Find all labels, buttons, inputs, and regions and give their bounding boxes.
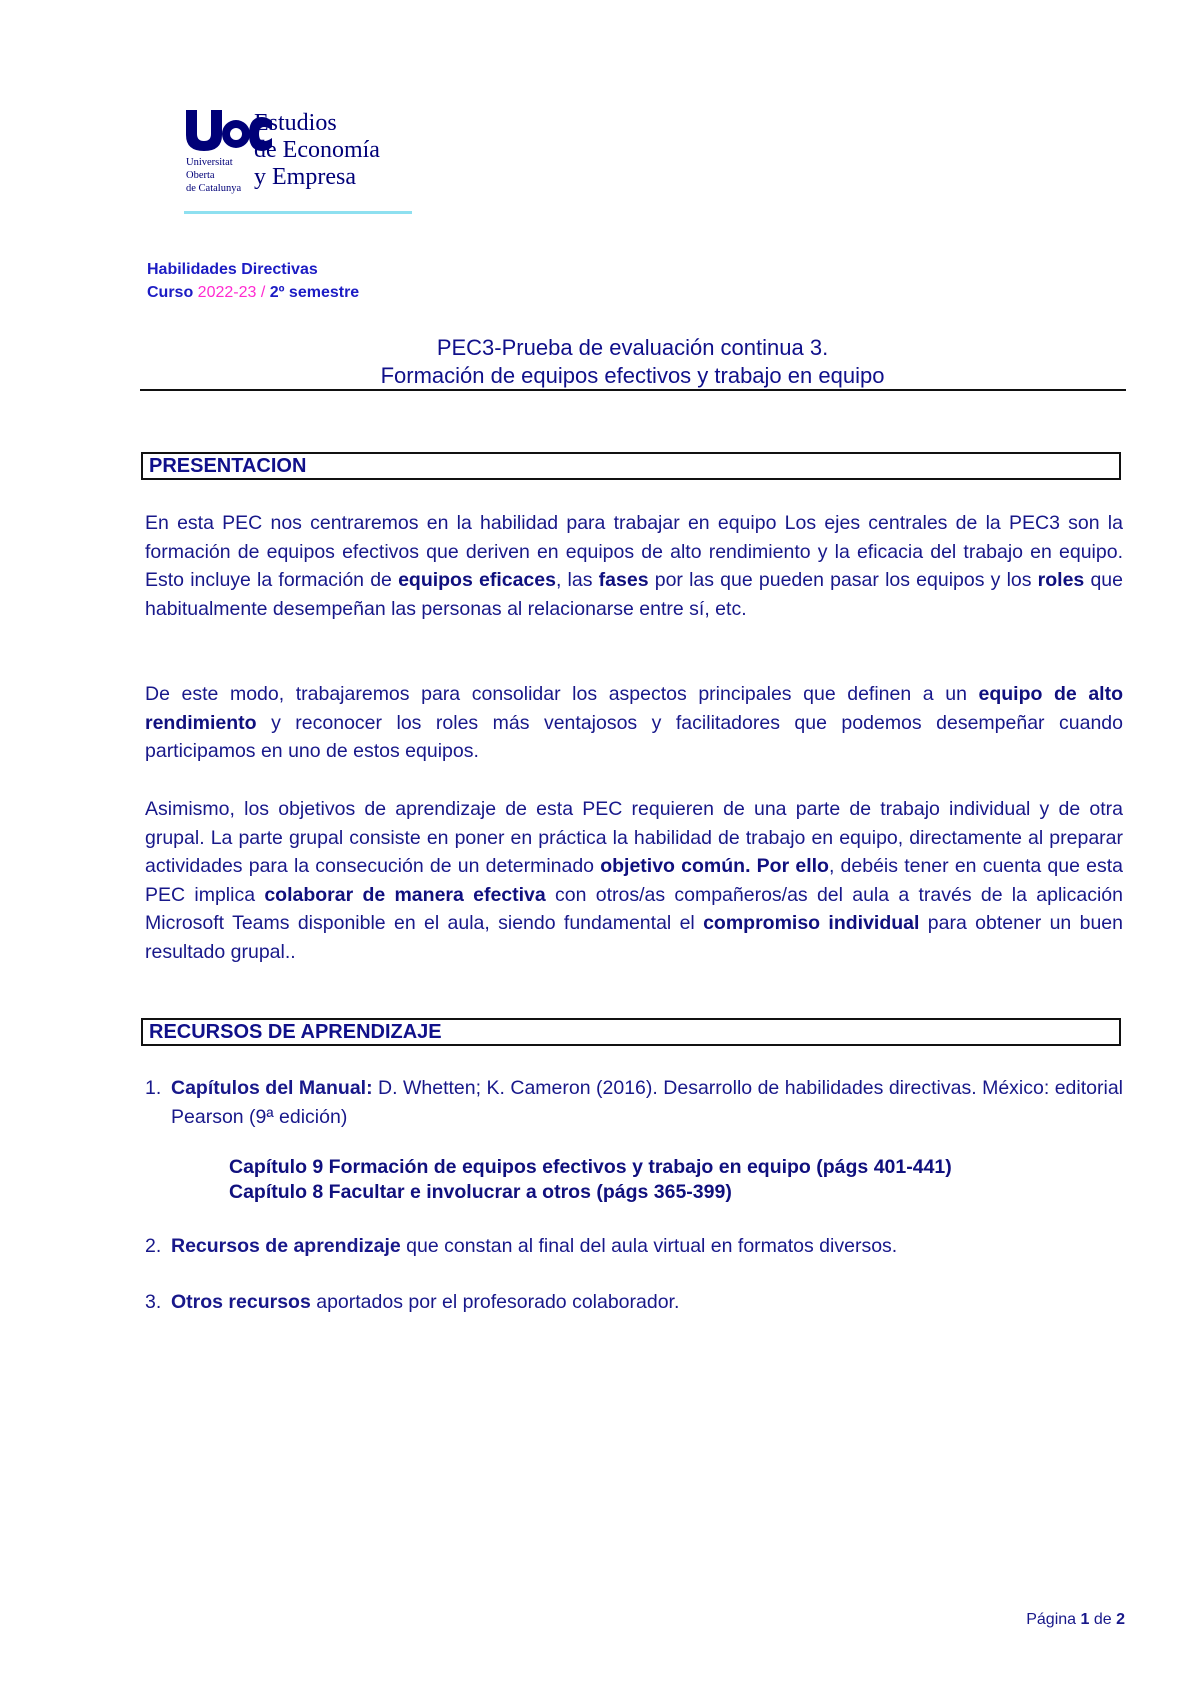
text-run: que constan al final del aula virtual en formatos diversos. [400, 1235, 898, 1257]
logo-university-text: Universitat Oberta de Catalunya [186, 157, 242, 194]
text-run: De este modo, trabajaremos para consolidar los aspectos principales que definen a un [145, 683, 979, 705]
uoc-logo [184, 108, 412, 220]
text-run: para obtener un buen resultado grupal.. [145, 912, 1123, 963]
page-number: Página 1 de 2 [1026, 1611, 1125, 1628]
resource-item-2 [145, 1232, 1123, 1261]
resource-item-1-number: 1. [145, 1077, 162, 1099]
text-run: que habitualmente desempeñan las personas al relacionarse entre sí, etc. [145, 569, 1123, 620]
course-year: 2022-23 [197, 284, 257, 301]
text-run: , las [555, 569, 599, 591]
title-line-1: PEC3-Prueba de evaluación continua 3. [436, 335, 829, 360]
resource-item-3-text [145, 1288, 1123, 1317]
resource-item-1 [145, 1074, 1123, 1131]
presentation-paragraph-2 [145, 680, 1123, 766]
course-semester: 2º semestre [269, 284, 360, 301]
chapter-list [229, 1155, 1123, 1205]
text-run: D. Whetten; K. Cameron (2016). Desarrollo de habilidades directivas. México: editorial Pearson (9ª edición) [171, 1077, 1123, 1128]
resource-item-2-text [145, 1232, 1123, 1261]
title-line-2: Formación de equipos efectivos y trabajo en equipo [380, 363, 885, 388]
text-run: Asimismo, los objetivos de aprendizaje de esta PEC requieren de una parte de trabajo individual y de otra grupal. La parte grupal consiste en poner en práctica la habilidad de trabajo en equipo, directamente al preparar actividades para la consecución de un determinado [145, 798, 1123, 877]
bold-text-run: compromiso individual [703, 912, 920, 934]
document-title [140, 334, 1125, 390]
section-heading-resources: RECURSOS DE APRENDIZAJE [141, 1018, 1121, 1046]
bold-text-run: Otros recursos [171, 1291, 311, 1313]
resource-item-3-number: 3. [145, 1291, 162, 1313]
text-run: y reconocer los roles más ventajosos y facilitadores que podemos desempeñar cuando participamos en uno de estos equipos. [145, 711, 1123, 762]
resource-item-2-number: 2. [145, 1235, 162, 1257]
text-run: con otros/as compañeros/as del aula a través de la aplicación Microsoft Teams disponible en el aula, siendo fundamental el [145, 883, 1123, 934]
course-label: Curso [147, 284, 198, 301]
bold-text-run: fases [598, 569, 649, 591]
resource-item-1-text [145, 1074, 1123, 1131]
text-run: aportados por el profesorado colaborador. [310, 1291, 680, 1313]
logo-studies-text: Estudios de Economía y Empresa [254, 110, 380, 190]
chapter-item: Capítulo 8 Facultar e involucrar a otros (págs 365-399) [229, 1181, 732, 1203]
bold-text-run: objetivo común. Por ello [600, 855, 829, 877]
bold-text-run: roles [1037, 569, 1085, 591]
course-separator: / [256, 284, 270, 301]
text-run: , debéis tener en cuenta que esta PEC implica [145, 855, 1123, 906]
bold-text-run: equipos eficaces [398, 569, 556, 591]
text-run: por las que pueden pasar los equipos y los [648, 569, 1038, 591]
course-term [147, 281, 359, 304]
bold-text-run: colaborar de manera efectiva [264, 883, 546, 906]
chapter-item: Capítulo 9 Formación de equipos efectivos y trabajo en equipo (págs 401-441) [229, 1156, 952, 1178]
course-info [147, 258, 359, 304]
title-divider [140, 389, 1126, 391]
presentation-paragraph-3 [145, 795, 1123, 966]
presentation-paragraph-1 [145, 509, 1123, 623]
bold-text-run: equipo de alto rendimiento [145, 683, 1123, 734]
bold-text-run: Capítulos del Manual: [171, 1077, 373, 1099]
course-name: Habilidades Directivas [147, 261, 318, 278]
resource-item-3 [145, 1288, 1123, 1317]
text-run: En esta PEC nos centraremos en la habilidad para trabajar en equipo Los ejes centrales de la PEC3 son la formación de equipos efectivos que deriven en equipos de alto rendimiento y la eficacia del trabajo en equipo. Esto incluye la formación de [145, 512, 1123, 591]
section-heading-presentation: PRESENTACION [141, 452, 1121, 480]
bold-text-run: Recursos de aprendizaje [171, 1235, 401, 1257]
